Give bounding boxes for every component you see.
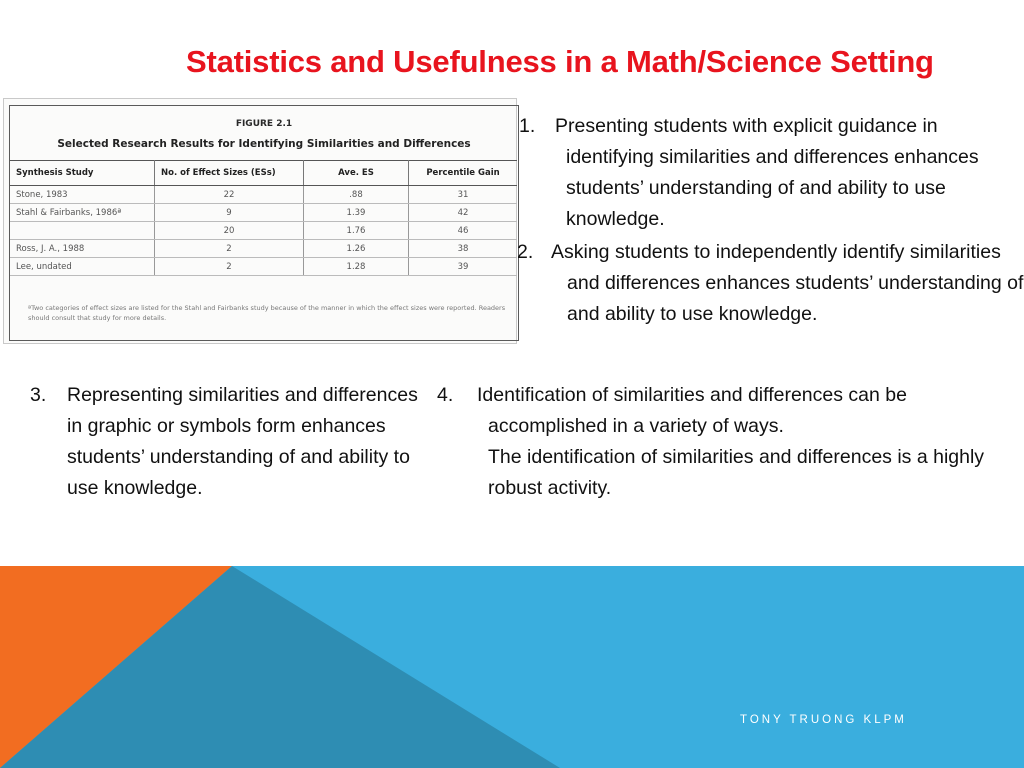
study-cell: Stone, 1983 <box>10 186 155 204</box>
gain-cell: 46 <box>409 222 518 240</box>
study-cell <box>10 222 155 240</box>
footer-shapes <box>0 566 1024 768</box>
point-number: 4. <box>437 384 454 406</box>
point-text-continued: The identification of similarities and differences is a highly robust activity. <box>488 446 985 499</box>
point-text: Asking students to independently identify similarities and differences enhances students’ understanding of and ability to use knowledge. <box>551 241 1024 325</box>
point-number: 1. <box>519 115 536 137</box>
table-row <box>10 186 517 204</box>
table-row <box>10 240 517 258</box>
point-number: 3. <box>30 384 47 406</box>
results-table <box>10 160 517 276</box>
figure-frame <box>9 105 519 341</box>
study-cell: Lee, undated <box>10 258 155 276</box>
column-header: Synthesis Study <box>10 161 155 186</box>
author-name: TONY TRUONG KLPM <box>740 714 907 726</box>
ave-es-cell: .88 <box>304 186 409 204</box>
column-header: No. of Effect Sizes (ESs) <box>155 161 304 186</box>
point-2 <box>517 237 1024 330</box>
study-cell: Ross, J. A., 1988 <box>10 240 155 258</box>
effect-sizes-cell: 20 <box>155 222 304 240</box>
effect-sizes-cell: 2 <box>155 240 304 258</box>
footer-band <box>0 566 1024 768</box>
ave-es-cell: 1.39 <box>304 204 409 222</box>
table-row <box>10 258 517 276</box>
figure-label: FIGURE 2.1 <box>235 119 293 129</box>
ave-es-cell: 1.28 <box>304 258 409 276</box>
point-1 <box>519 111 1024 235</box>
ave-es-cell: 1.26 <box>304 240 409 258</box>
effect-sizes-cell: 22 <box>155 186 304 204</box>
point-3 <box>30 380 430 504</box>
research-figure-image <box>3 98 517 344</box>
table-row <box>10 204 517 222</box>
effect-sizes-cell: 2 <box>155 258 304 276</box>
figure-footnote: ªTwo categories of effect sizes are listed for the Stahl and Fairbanks study because of the manner in which the effect sizes were reported. Readers should consult that study for more details. <box>28 304 506 322</box>
slide-title: Statistics and Usefulness in a Math/Science Setting <box>186 44 934 79</box>
effect-sizes-cell: 9 <box>155 204 304 222</box>
ave-es-cell: 1.76 <box>304 222 409 240</box>
point-text: Presenting students with explicit guidance in identifying similarities and differences enhances students’ understanding of and ability to use knowledge. <box>555 115 979 230</box>
figure-caption: Selected Research Results for Identifying Similarities and Differences <box>57 138 471 150</box>
gain-cell: 38 <box>409 240 518 258</box>
gain-cell: 39 <box>409 258 518 276</box>
column-header: Percentile Gain <box>409 161 518 186</box>
gain-cell: 42 <box>409 204 518 222</box>
column-header: Ave. ES <box>304 161 409 186</box>
point-4 <box>437 380 1024 504</box>
point-text: Identification of similarities and differences can be accomplished in a variety of ways. <box>477 384 907 437</box>
gain-cell: 31 <box>409 186 518 204</box>
table-header-row <box>10 161 517 186</box>
point-number: 2. <box>517 241 534 263</box>
point-text: Representing similarities and differences in graphic or symbols form enhances students’ understanding of and ability to use knowledge. <box>67 384 418 499</box>
study-cell: Stahl & Fairbanks, 1986ª <box>10 204 155 222</box>
table-row <box>10 222 517 240</box>
